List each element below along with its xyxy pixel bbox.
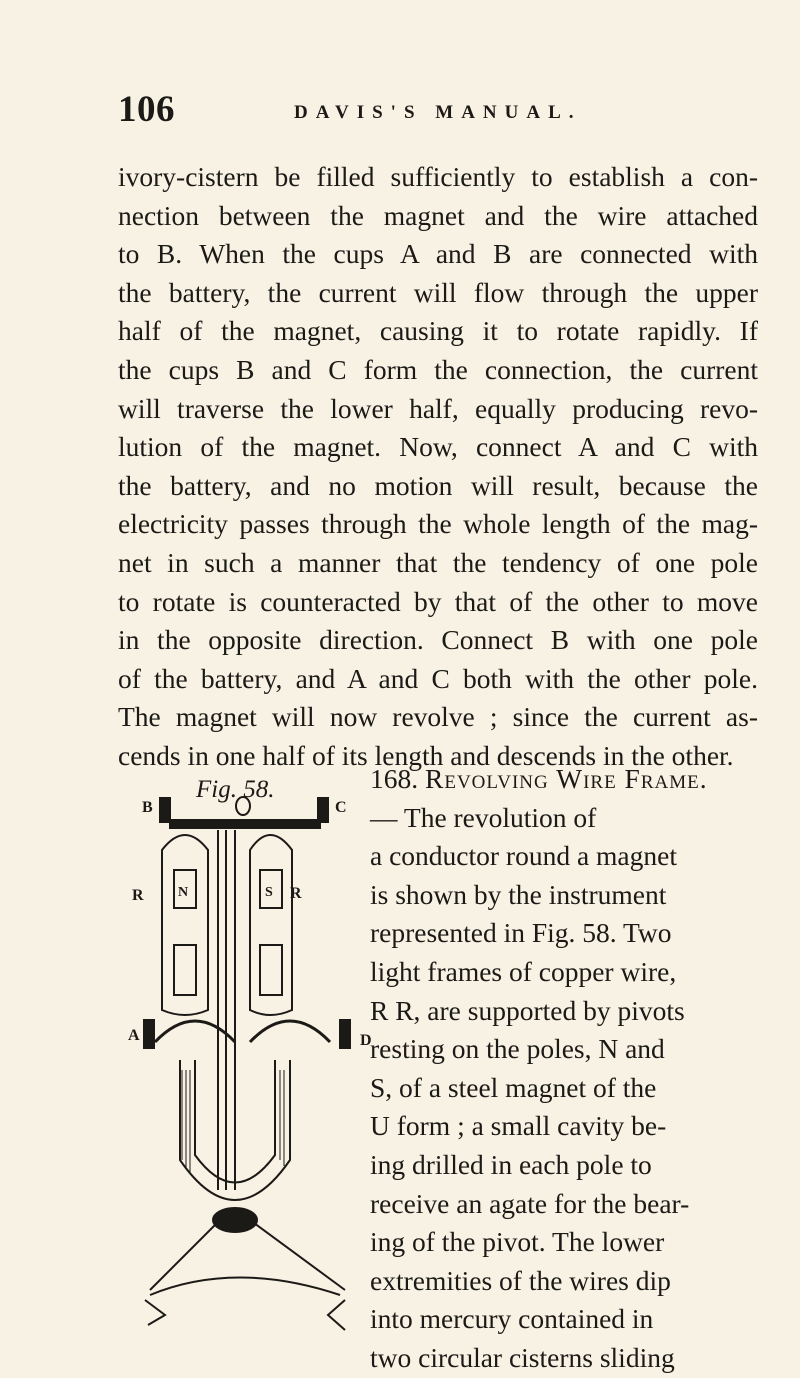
page-header <box>118 88 758 138</box>
section-line: receive an agate for the bear- <box>370 1187 690 1219</box>
label-c: C <box>335 799 347 816</box>
paragraph-line: electricity passes through the whole length of the mag- <box>118 508 758 540</box>
section-line: is shown by the instrument <box>370 878 667 910</box>
paragraph-line: the battery, the current will flow through the upper <box>118 276 758 308</box>
section-168 <box>370 760 754 1378</box>
paragraph-line: nection between the magnet and the wire attached <box>118 199 758 231</box>
section-body <box>370 799 754 838</box>
main-paragraph <box>118 158 758 776</box>
paragraph-line: ivory-cistern be filled sufficiently to establish a con- <box>118 161 758 192</box>
paragraph-line: of the battery, and A and C both with the other pole. <box>118 662 758 694</box>
label-d: D <box>360 1032 372 1049</box>
label-r-left: R <box>132 887 144 904</box>
paragraph-line: half of the magnet, causing it to rotate rapidly. If <box>118 315 758 347</box>
paragraph-line: will traverse the lower half, equally producing revo- <box>118 392 758 424</box>
paragraph-line: net in such a manner that the tendency of one pole <box>118 546 758 578</box>
section-line: S, of a steel magnet of the <box>370 1071 657 1103</box>
section-line: extremities of the wires dip <box>370 1264 671 1296</box>
paragraph-line: to B. When the cups A and B are connected with <box>118 238 758 270</box>
section-line: two circular cisterns sliding <box>370 1341 675 1373</box>
section-number: 168. <box>370 763 419 794</box>
paragraph-line: the cups B and C form the connection, the current <box>118 353 758 385</box>
section-line: represented in Fig. 58. Two <box>370 917 672 949</box>
page-number: 106 <box>118 89 175 130</box>
label-n: N <box>178 885 189 900</box>
section-heading-line <box>370 760 754 799</box>
section-line: a conductor round a magnet <box>370 840 677 872</box>
section-line: resting on the poles, N and <box>370 1033 665 1065</box>
label-r-right: R <box>290 885 302 902</box>
section-title: Revolving Wire Frame. <box>425 763 708 794</box>
section-line: into mercury contained in <box>370 1303 654 1335</box>
paragraph-line: to rotate is counteracted by that of the other to move <box>118 585 758 617</box>
paragraph-line: The magnet will now revolve ; since the current as- <box>118 701 758 733</box>
section-line: U form ; a small cavity be- <box>370 1110 667 1142</box>
figure-58-illustration <box>128 770 372 1355</box>
section-line: ing of the pivot. The lower <box>370 1226 665 1258</box>
figure-caption: Fig. 58. <box>196 776 275 803</box>
section-line: The revolution of <box>403 801 597 833</box>
section-line: light frames of copper wire, <box>370 955 677 987</box>
running-head: DAVIS'S MANUAL. <box>294 102 582 123</box>
label-a: A <box>128 1027 140 1044</box>
section-line: R R, are supported by pivots <box>370 994 685 1026</box>
paragraph-line: in the opposite direction. Connect B with one pole <box>118 624 758 656</box>
label-s: S <box>265 885 273 900</box>
paragraph-line: lution of the magnet. Now, connect A and C with <box>118 431 758 463</box>
section-dash: — <box>370 801 404 833</box>
section-line: ing drilled in each pole to <box>370 1148 652 1180</box>
paragraph-line: the battery, and no motion will result, because the <box>118 469 758 501</box>
label-b: B <box>142 799 153 816</box>
paragraph-line: cends in one half of its length and descends in the other. <box>118 739 734 771</box>
